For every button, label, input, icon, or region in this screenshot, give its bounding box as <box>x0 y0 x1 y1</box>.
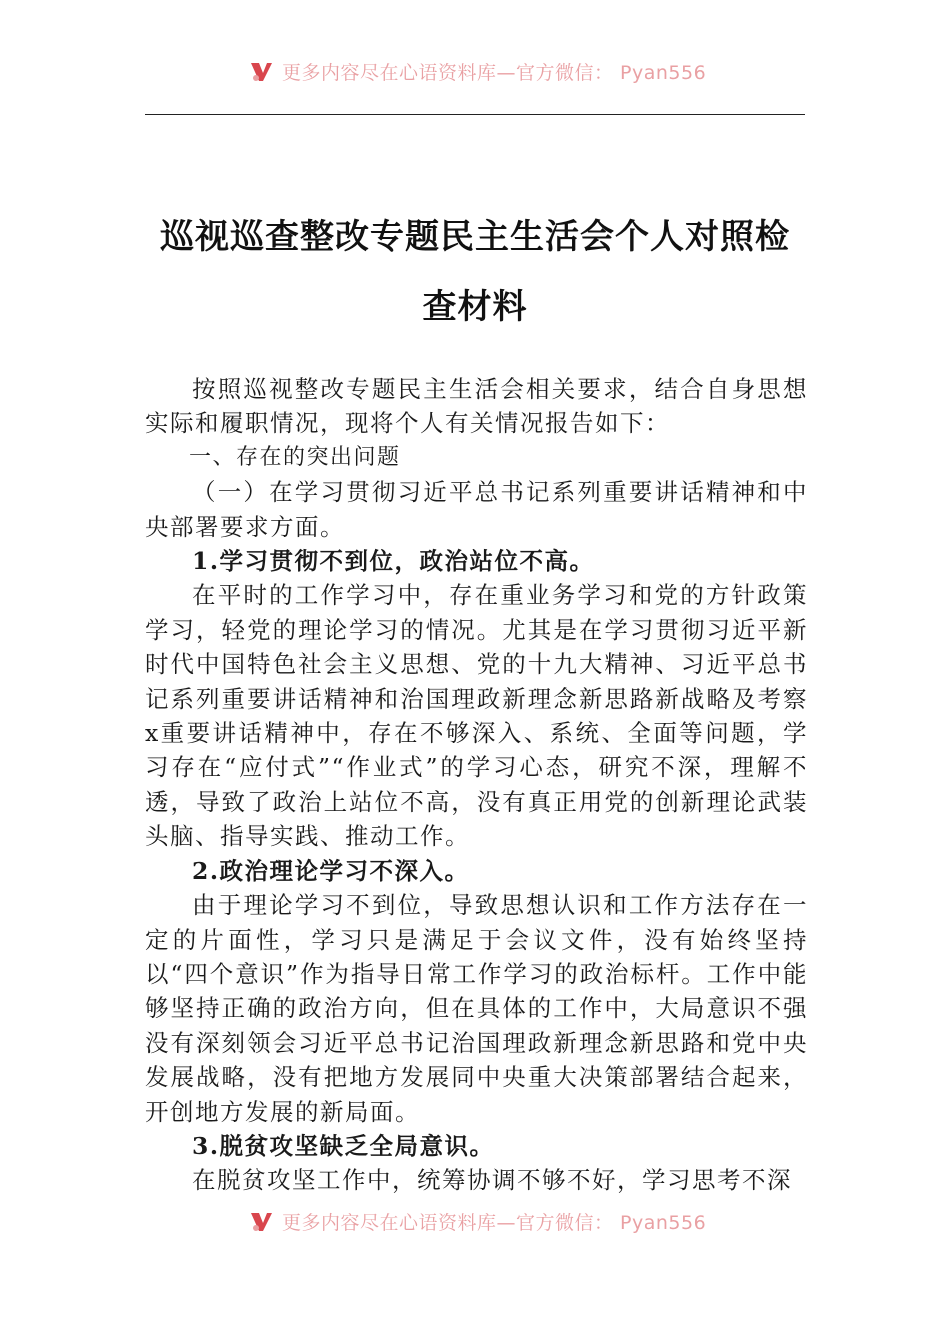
item-heading-1: 1.学习贯彻不到位，政治站位不高。 <box>192 547 595 576</box>
subsection-heading: （一）在学习贯彻习近平总书记系列重要讲话精神和中央部署要求方面。 <box>145 478 808 541</box>
logo-icon <box>248 1209 274 1233</box>
section-heading: 一、存在的突出问题 <box>189 444 401 470</box>
title-line-1: 巡视巡查整改专题民主生活会个人对照检 <box>160 217 790 257</box>
header-watermark <box>248 56 808 86</box>
document-title <box>145 202 805 342</box>
item-paragraph-3: 在脱贫攻坚工作中，统筹协调不够不好，学习思考不深 <box>192 1166 792 1195</box>
header-divider <box>145 114 805 115</box>
item-paragraph-2: 由于理论学习不到位，导致思想认识和工作方法存在一定的片面性，学习只是满足于会议文件，没有始终坚持以“四个意识”作为指导日常工作学习的政治标杆。工作中能够坚持正确的政治方向，但在具体的工作中，大局意识不强没有深刻领会习近平总书记治国理政新理念新思路和党中央发展战略，没有把地方发展同中央重大决策部署结合起来，开创地方发展的新局面。 <box>145 891 808 1126</box>
item-heading-3: 3.脱贫攻坚缺乏全局意识。 <box>192 1131 495 1160</box>
watermark-text: 更多内容尽在心语资料库—官方微信： Pyan556 <box>282 1211 707 1234</box>
item-paragraph-1: 在平时的工作学习中，存在重业务学习和党的方针政策学习，轻党的理论学习的情况。尤其是在学习贯彻习近平新时代中国特色社会主义思想、党的十九大精神、习近平总书记系列重要讲话精神和治国理政新理念新思路新战略及考察x重要讲话精神中，存在不够深入、系统、全面等问题，学习存在“应付式”“作业式”的学习心态，研究不深，理解不透，导致了政治上站位不高，没有真正用党的创新理论武装头脑、指导实践、推动工作。 <box>145 581 808 851</box>
intro-paragraph: 按照巡视整改专题民主生活会相关要求，结合自身思想实际和履职情况，现将个人有关情况报告如下： <box>145 375 808 438</box>
watermark-text: 更多内容尽在心语资料库—官方微信： Pyan556 <box>282 61 707 84</box>
logo-icon <box>248 59 274 83</box>
document-body <box>145 372 808 1198</box>
title-line-2: 查材料 <box>422 287 528 327</box>
footer-watermark <box>248 1206 808 1236</box>
item-heading-2: 2.政治理论学习不深入。 <box>192 856 470 885</box>
